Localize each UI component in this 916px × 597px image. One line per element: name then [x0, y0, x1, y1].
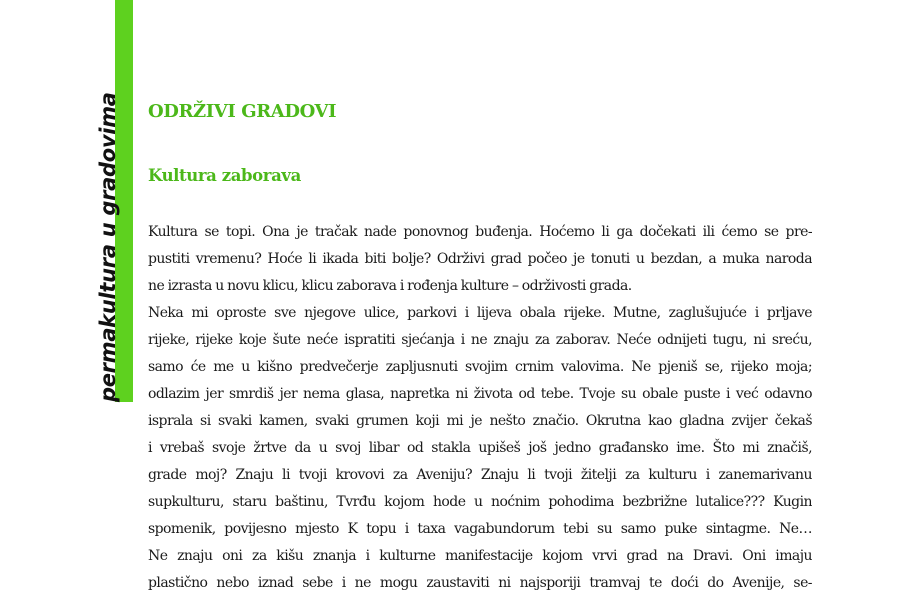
- subsection-title: Kultura zaborava: [148, 166, 301, 185]
- body-line: grade moj? Znaju li tvoji krovovi za Aveniju? Znaju li tvoji žitelji za kulturu i zanemarivanu: [148, 467, 812, 483]
- body-line: rijeke, rijeke koje šute neće ispratiti sjećanja i ne znaju za zaborav. Neće odnijeti tugu, ni sreću,: [148, 332, 812, 348]
- body-line: ne izrasta u novu klicu, klicu zaborava i rođenja kulture – održivosti grada.: [148, 278, 632, 294]
- body-line: spomenik, povijesno mjesto K topu i taxa vagabundorum tebi su samo puke sintagme. Ne…: [148, 521, 812, 537]
- body-line: supkulturu, staru baštinu, Tvrđu kojom hode u noćnim pohodima bezbrižne lutalice??? Kugin: [148, 494, 812, 510]
- body-line: Neka mi oproste sve njegove ulice, parkovi i lijeva obala rijeke. Mutne, zaglušujuće i prljave: [148, 305, 812, 321]
- body-line: odlazim jer smrdiš jer nema glasa, napretka ni života od tebe. Tvoje su obale puste i već odavno: [148, 386, 812, 402]
- body-line: samo će me u kišno predvečerje zapljusnuti svojim crnim valovima. Ne pjeniš se, rijeko moja;: [148, 359, 812, 375]
- vertical-running-title: permakultura u gradovima: [96, 92, 120, 402]
- section-title: ODRŽIVI GRADOVI: [148, 101, 337, 122]
- body-line: Ne znaju oni za kišu znanja i kulturne manifestacije kojom vrvi grad na Dravi. Oni imaju: [148, 548, 812, 564]
- body-line: isprala si svaki kamen, svaki grumen koji mi je nešto značio. Okrutna kao gladna zvijer čekaš: [148, 413, 812, 429]
- body-text: [148, 219, 812, 597]
- body-line: i vrebaš svoje žrtve da u svoj libar od stakla upišeš još jedno građansko ime. Što mi značiš,: [148, 440, 812, 456]
- body-line: plastično nebo iznad sebe i ne mogu zaustaviti ni najsporiji tramvaj te doći do Avenije, se-: [148, 575, 812, 591]
- body-line: pustiti vremenu? Hoće li ikada biti bolje? Održivi grad počeo je tonuti u bezdan, a muka naroda: [148, 251, 812, 267]
- body-line: Kultura se topi. Ona je tračak nade ponovnog buđenja. Hoćemo li ga dočekati ili ćemo se pre-: [148, 224, 812, 240]
